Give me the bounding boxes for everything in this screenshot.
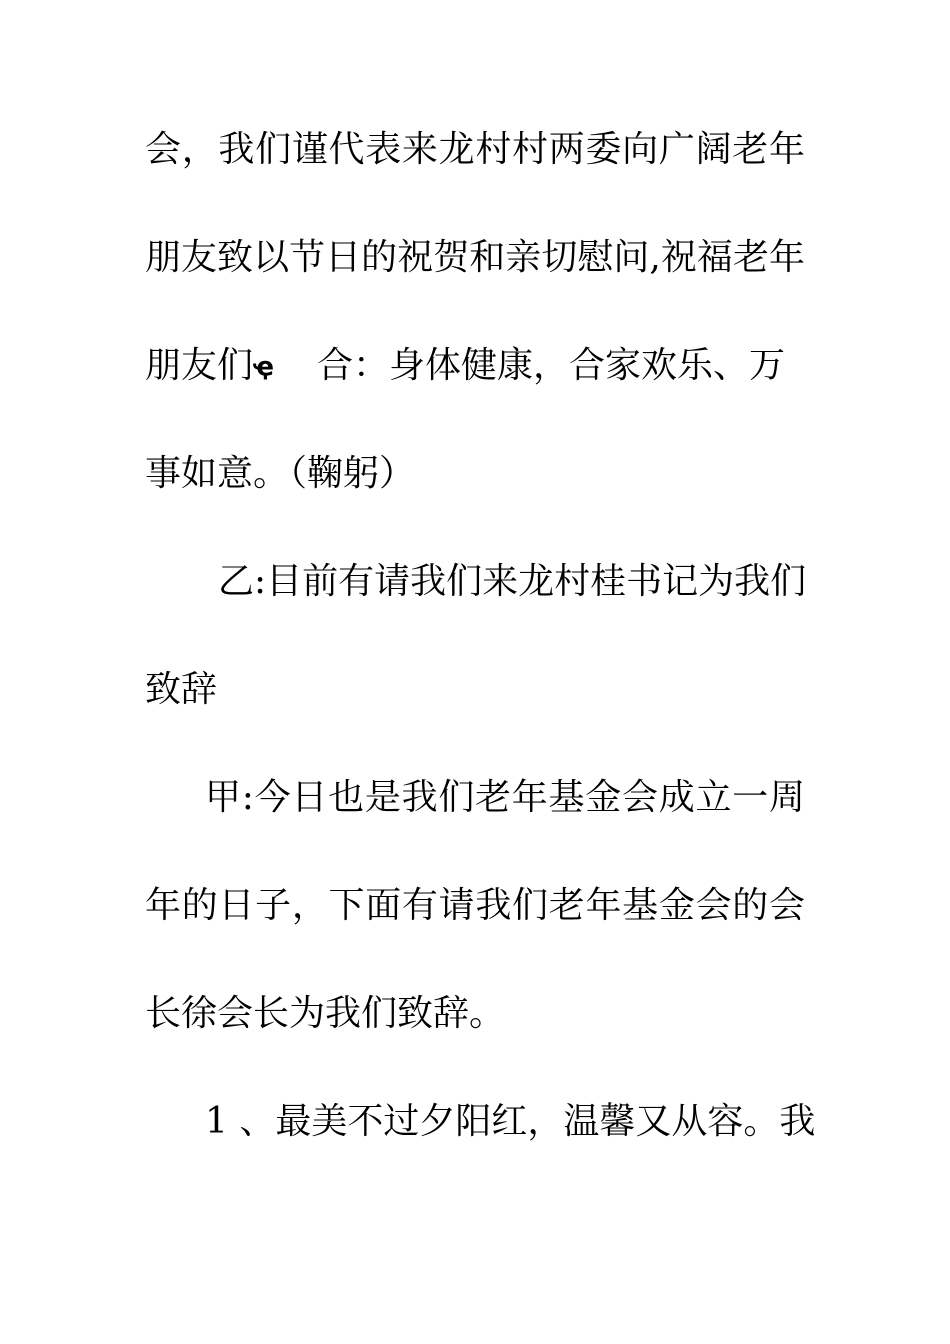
paragraph-line-6: 致辞 (145, 669, 218, 710)
paragraph-line-9: 长徐会长为我们致辞。 (145, 993, 506, 1034)
line-3-start: 朋友们 (145, 345, 254, 386)
paragraph-line-4: 事如意。（鞠躬） (145, 453, 416, 494)
paragraph-line-2: 朋友致以节日的祝贺和亲切慰问,祝福老年 (145, 237, 805, 278)
speaker-yi-line: 乙:目前有请我们来龙村桂书记为我们 (218, 561, 807, 602)
speaker-jia-line: 甲:今日也是我们老年基金会成立一周 (205, 777, 805, 818)
paragraph-line-1: 会，我们谨代表来龙村村两委向广阔老年 (145, 129, 805, 170)
paragraph-line-3 (145, 344, 805, 388)
numbered-item-1: 1 、最美不过夕阳红，温馨又从容。我 (205, 1101, 816, 1142)
paragraph-line-8: 年的日子，下面有请我们老年基金会的会 (145, 885, 805, 926)
line-3-end: 合：身体健康，合家欢乐、万 (317, 345, 786, 386)
stray-glyph: ҿ (253, 352, 275, 382)
